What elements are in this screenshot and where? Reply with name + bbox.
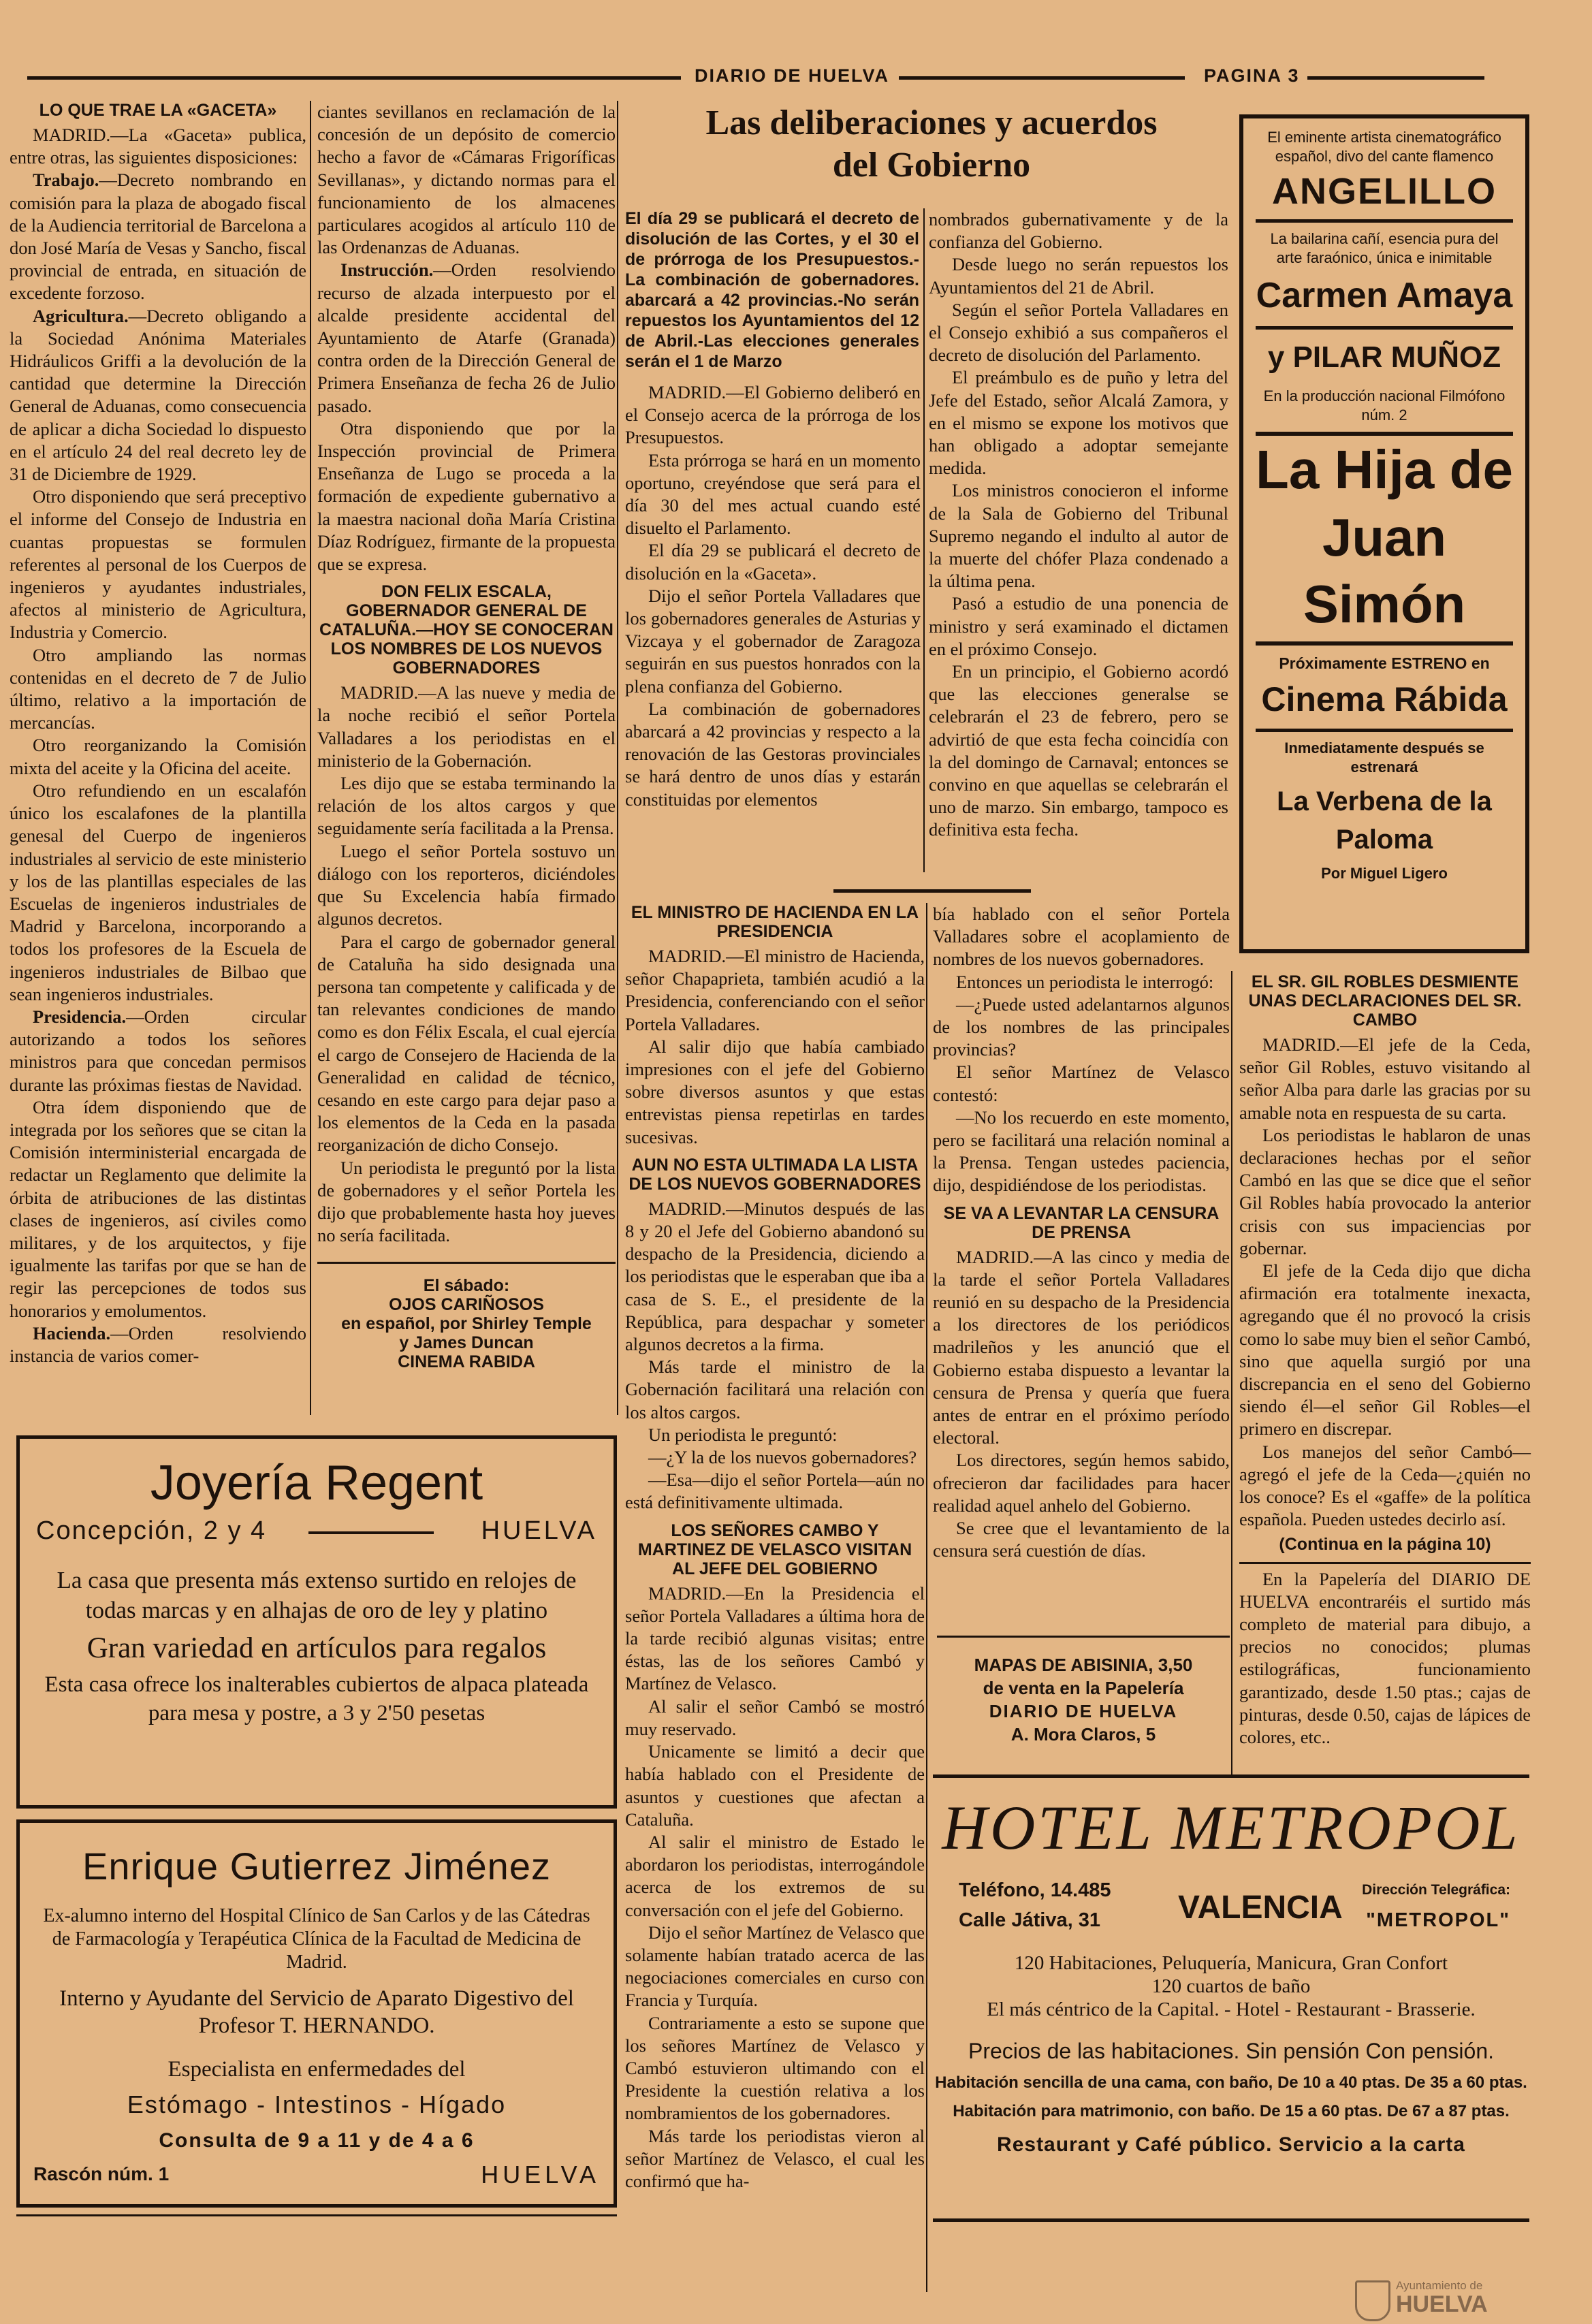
gaceta-p0: MADRID.—La «Gaceta» publica, entre otras, las siguientes disposiciones:	[10, 125, 306, 168]
news-column-4	[933, 903, 1230, 1561]
doctor-name: Enrique Gutierrez Jiménez	[82, 1845, 551, 1888]
c4-p2-1: Los directores, según hemos sabido, ofrecieron dar facilidades para hacer realidad aquel anhelo del Gobierno.	[933, 1450, 1230, 1516]
gaceta-column-1	[10, 101, 306, 1422]
hotel-line1: 120 Habitaciones, Peluquería, Manicura, Gran Confort	[1014, 1952, 1448, 1974]
gaceta-p5: Otro reorganizando la Comisión mixta del aceite y la Oficina del aceite.	[10, 735, 306, 778]
col2-p0: ciantes sevillanos en reclamación de la concesión de un depósito de comercio hecho a favor de «Cámaras Frigoríficas Sevillanas», y dictando normas para el funcionamiento de los almacenes particulares acogidos al artículo 110 de las Ordenanzas de Aduanas.	[317, 101, 616, 258]
notice-line3: en español, por Shirley Temple	[341, 1314, 592, 1334]
cinema-star1: ANGELILLO	[1272, 171, 1497, 212]
hotel-price1: Habitación sencilla de una cama, con baño, De 10 a 40 ptas. De 35 a 60 ptas.	[935, 2073, 1527, 2092]
c3-p3-1: Al salir el señor Cambó se mostró muy reservado.	[625, 1696, 925, 1739]
main-a-p3: Dijo el señor Portela Valladares que los gobernadores generales de Asturias y Vizcaya y el gobernador de Zaragoza seguirán en sus puestos honrados con la plena confianza del Gobierno.	[625, 585, 921, 697]
gaceta-p8: Otra ídem disponiendo que de integrada por los señores que se citan la Comisión interministerial encargada de redactar un Reglamento que delimite la órbita de atribuciones de las distintas clases de ingenieros, así civiles como militares, y de los arquitectos, y fije igualmente las tarifas por que se han de regir las percepciones de todos sus honorarios y emolumentos.	[10, 1096, 306, 1321]
gaceta-heading: LO QUE TRAE LA «GACETA»	[39, 101, 277, 120]
c3-p3-4: Dijo el señor Martínez de Velasco que solamente habían tratado acerca de las negociaciones comerciales en curso con Francia y Turquía.	[625, 1922, 925, 2011]
hotel-phone: Teléfono, 14.485	[959, 1879, 1111, 1901]
gaceta-p7: Presidencia.—Orden circular autorizando a todos los señores ministros para que concedan permisos durante las próximas fiestas de Navidad.	[10, 1006, 306, 1095]
watermark-line2: HUELVA	[1396, 2291, 1488, 2317]
notice-line4: y James Duncan	[399, 1333, 534, 1353]
doctor-city: HUELVA	[481, 2161, 600, 2188]
main-a-p0: MADRID.—El Gobierno deliberó en el Consejo acerca de la prórroga de los Presupuestos.	[625, 382, 921, 448]
hotel-name: HOTEL METROPOL	[942, 1793, 1521, 1862]
cinema-star2: Carmen Amaya	[1256, 276, 1513, 315]
mapas-ad	[937, 1653, 1230, 1746]
cinema-venue: Cinema Rábida	[1261, 680, 1508, 718]
cambo-heading: LOS SEÑORES CAMBO Y MARTINEZ DE VELASCO VISITAN AL JEFE DEL GOBIERNO	[637, 1521, 912, 1578]
main-a-p1: Esta prórroga se hará en un momento oportuno, creyéndose que será para el día 30 del mes actual cuando esté disuelto el Parlamento.	[625, 449, 921, 539]
jewelry-city: HUELVA	[481, 1516, 597, 1545]
cinema-after: Inmediatamente después se estrenará	[1284, 739, 1484, 776]
mapas-line1: MAPAS DE ABISINIA, 3,50	[974, 1655, 1193, 1675]
main-b-p0: nombrados gubernativamente y de la confianza del Gobierno.	[929, 209, 1228, 253]
censura-heading: SE VA A LEVANTAR LA CENSURA DE PRENSA	[943, 1203, 1220, 1242]
c4-p2-2: Se cree que el levantamiento de la censura será cuestión de días.	[933, 1518, 1230, 1561]
mapas-line4: A. Mora Claros, 5	[1010, 1724, 1156, 1745]
gaceta-p3: Otro disponiendo que será preceptivo el informe del Consejo de Industria en cuantas propuestas se formulen referentes al personal de los Cuerpos de ingenieros y ayudantes industriales, afectos al ministerio de Agricultura, Industria y Comercio.	[10, 486, 306, 643]
main-b-p2: Según el señor Portela Valladares en el Consejo exhibió a sus compañeros el decreto de disolución del Parlamento.	[929, 299, 1228, 366]
cinema-film1: La Hija de	[1256, 439, 1513, 500]
main-b-p1: Desde luego no serán repuestos los Ayuntamientos del 21 de Abril.	[929, 254, 1228, 298]
cinema-author: Por Miguel Ligero	[1321, 865, 1448, 882]
c3-p3-5: Contrariamente a esto se supone que los señores Martínez de Velasco y Cambó estuvieron ultimando con el Presidente la cuestión relativa a los nombramientos de los gobernadores.	[625, 2012, 925, 2124]
jewelry-text2: Gran variedad en artículos para regalos	[86, 1632, 547, 1664]
jewelry-text3: Esta casa ofrece los inalterables cubiertos de alpaca plateada para mesa y postre, a 3 y 2'50 pesetas	[44, 1672, 589, 1725]
escala-p3: Para el cargo de gobernador general de Cataluña ha sido designada una persona tan competente y calificada y de tan relevantes condiciones de mando como es don Félix Escala, el cual ejercía el cargo de Consejero de Hacienda de la Generalidad en calidad de técnico, cesando en este cargo para dejar paso a los elementos de la Ceda en la pasada reorganización de dicho Consejo.	[317, 931, 616, 1156]
c3-p3-6: Más tarde los periodistas vieron al señor Martínez de Velasco, el cual les confirmó que ha-	[625, 2125, 925, 2191]
main-title	[625, 102, 1238, 187]
doctor-text3: Especialista en enfermedades del	[168, 2057, 466, 2082]
hacienda-heading: EL MINISTRO DE HACIENDA EN LA PRESIDENCIA	[631, 903, 919, 941]
hotel-footer: Restaurant y Café público. Servicio a la carta	[997, 2133, 1465, 2156]
c3-p1-0: MADRID.—El ministro de Hacienda, señor Chapaprieta, también acudió a la Presidencia, conferenciando con el señor Portela Valladares.	[625, 946, 925, 1034]
c3-p1-1: Al salir dijo que había cambiado impresiones con el jefe del Gobierno sobre diversos asuntos y que estas entrevistas piensa repetirlas en tardes sucesivas.	[625, 1036, 925, 1147]
continua-link[interactable]: (Continua en la página 10)	[1279, 1535, 1491, 1555]
hotel-tel-addr: "METROPOL"	[1366, 1909, 1510, 1931]
cinema-star3: y PILAR MUÑOZ	[1267, 340, 1501, 374]
escala-p1: Les dijo que se estaba terminando la relación de los altos cargos y que seguidamente sería facilitada a la Prensa.	[317, 773, 616, 839]
archive-watermark	[1355, 2278, 1580, 2319]
main-b-p3: El preámbulo es de puño y letra del Jefe del Estado, señor Alcalá Zamora, y en el mismo se expone los motivos que han obligado a adoptar semejante medida.	[929, 367, 1228, 479]
main-col-b	[929, 208, 1228, 872]
notice-line5: CINEMA RABIDA	[398, 1352, 535, 1372]
cinema-soon: Próximamente ESTRENO en	[1279, 654, 1490, 672]
c3-p2-3: —¿Y la de los nuevos gobernadores?	[648, 1447, 917, 1468]
jewelry-ad	[16, 1435, 617, 1809]
cinema-film3: La Verbena de la Paloma	[1277, 786, 1492, 855]
cinema-intro2: La bailarina cañí, esencia pura del arte faraónico, única e inimitable	[1270, 230, 1499, 266]
c4-p1-0: bía hablado con el señor Portela Valladares sobre el acoplamiento de nombres de los nuevos gobernadores.	[933, 904, 1230, 970]
gaceta-p6: Otro refundiendo en un escalafón único los escalafones de la plantilla genesal del Cuerpo de ingenieros industriales al servicio de este ministerio y los de las plantillas especiales de las Escuelas de ingenieros industriales de Madrid y Barcelona, incorporando a todos los profesores de la Escuela de ingenieros industriales de Bilbao que sean ingenieros industriales.	[10, 780, 306, 1004]
notice-line2: OJOS CARIÑOSOS	[389, 1295, 544, 1315]
cinema-intro: El eminente artista cinematográfico español, divo del cante flamenco	[1267, 129, 1501, 165]
escala-p2: Luego el señor Portela sostuvo un diálogo con los reporteros, diciéndoles que Su Excelencia había firmado algunos decretos.	[317, 840, 616, 929]
c5-p2: En la Papelería del DIARIO DE HUELVA encontraréis el surtido más completo de material para dibujo, a precios no conocidos; plumas estilográficas, funcionamiento garantizado, desde 1.50 ptas.; cajas de pinturas, desde 0.50, cajas de lápices de colores, etc..	[1239, 1568, 1531, 1748]
main-summary: El día 29 se publicará el decreto de disolución de las Cortes, y el 30 el de prórroga de los Presupuestos.-La combinación de gobernadores. abarcará a 42 provincias.-No serán repuestos los Ayuntamientos del 12 de Abril.-Las elecciones generales serán el 1 de Marzo	[625, 209, 919, 371]
main-a-p4: La combinación de gobernadores abarcará a 42 provincias y respecto a la renovación de las Gestoras provinciales se hará dentro de unos días y estarán constituidas por elementos	[625, 698, 921, 810]
notice-line1: El sábado:	[423, 1276, 510, 1296]
main-b-p5: Pasó a estudio de una ponencia de ministro y será examinado el dictamen en el próximo Consejo.	[929, 593, 1228, 659]
main-title-line1: Las deliberaciones y acuerdos	[705, 104, 1158, 142]
cinema-film2: Juan Simón	[1303, 507, 1466, 634]
c3-p2-0: MADRID.—Minutos después de las 8 y 20 el Jefe del Gobierno abandonó su despacho de la Presidencia, diciendo a los periodistas que le esperaban que iba a casa de S. E., el presidente de la República, para despachar y someter algunos decretos a la firma.	[625, 1198, 925, 1355]
mapas-line3: DIARIO DE HUELVA	[989, 1701, 1178, 1721]
cinema-prod: En la producción nacional Filmófono núm. 2	[1263, 387, 1506, 424]
col2-p1: Instrucción.—Orden resolviendo recurso de alzada interpuesto por el alcalde presidente accidental del Ayuntamiento de Atarfe (Granada) contra orden de la Dirección General de Primera Enseñanza de fecha 26 de Julio pasado.	[317, 259, 616, 416]
jewelry-address: Concepción, 2 y 4	[36, 1516, 267, 1545]
main-b-p4: Los ministros conocieron el informe de la Sala de Gobierno del Tribunal Supremo negando el indulto al autor de la muerte del chófer Plaza condenado a la última pena.	[929, 480, 1228, 592]
main-col-a	[625, 381, 921, 872]
masthead-paper: DIARIO DE HUELVA	[695, 65, 890, 86]
mapas-line2: de venta en la Papelería	[983, 1678, 1184, 1698]
hotel-city: VALENCIA	[1178, 1890, 1343, 1926]
hotel-street: Calle Játiva, 31	[959, 1909, 1100, 1931]
c3-p2-2: Un periodista le preguntó:	[648, 1424, 838, 1445]
c3-p2-4: —Esa—dijo el señor Portela—aún no está definitivamente ultimada.	[625, 1469, 925, 1513]
col2-p2: Otra disponiendo que por la Inspección provincial de Primera Enseñanza de Lugo se proceda a la formación de expediente gubernativo a la maestra nacional doña María Cristina Díaz Rodríguez, firmante de la propuesta que se expresa.	[317, 417, 616, 575]
hotel-prices-title: Precios de las habitaciones. Sin pensión Con pensión.	[968, 2039, 1495, 2063]
main-b-p6: En un principio, el Gobierno acordó que las elecciones generalse se celebrarán el 23 de febrero, pero se advirtió de que esta fecha coincidía con la del domingo de Carnaval; entonces se convino en que aquellas se celebrarán el uno de marzo. Sin embargo, tampoco es definitiva esta fecha.	[929, 661, 1228, 840]
jewelry-text1: La casa que presenta más extenso surtido en relojes de todas marcas y en alhajas de oro de ley y platino	[57, 1567, 577, 1623]
c4-p1-3: El señor Martínez de Velasco contestó:	[933, 1062, 1230, 1105]
doctor-text1: Ex-alumno interno del Hospital Clínico de San Carlos y de las Cátedras de Farmacología y Terapéutica Clínica de la Facultad de Medicina de Madrid.	[43, 1905, 590, 1973]
main-title-line2: del Gobierno	[832, 146, 1031, 185]
c5-p1-0: MADRID.—El jefe de la Ceda, señor Gil Robles, estuvo visitando al señor Alba para darle las gracias por su amable nota en respuesta de su carta.	[1239, 1034, 1531, 1123]
c4-p2-0: MADRID.—A las cinco y media de la tarde el señor Portela Valladares reunió en su despacho de la Presidencia a los directores de los periódicos madrileños y les anunció que el Gobierno estaba dispuesto a levantar la censura de Prensa y quería que fuera antes de entrar en el próximo período electoral.	[933, 1246, 1230, 1448]
gaceta-column-2	[317, 101, 616, 1425]
cinema-notice	[317, 1276, 616, 1371]
c5-p1-1: Los periodistas le hablaron de unas declaraciones hechas por el señor Cambó en las que se dice que el señor Gil Robles había provocado la anterior crisis con sus impaciencias por gobernar.	[1239, 1124, 1531, 1258]
c3-p3-0: MADRID.—En la Presidencia el señor Portela Valladares a última hora de la tarde recibió algunas visitas; entre éstas, las de los señores Cambó y Martínez de Velasco.	[625, 1582, 925, 1694]
gaceta-p1: Trabajo.—Decreto nombrando en comisión para la plaza de abogado fiscal de la Audiencia territorial de Barcelona a don José María de Vesas y Sancho, fiscal provincial de entrada, en situación de excedente forzoso.	[10, 170, 306, 304]
gaceta-p2: Agricultura.—Decreto obligando a la Sociedad Anónima Materiales Hidráulicos Griffi a la devolución de la cantidad que determine la Dirección General de Aduanas, como consecuencia de aplicar a dicha Sociedad lo dispuesto en el artículo 24 del real decreto ley de 31 de Diciembre de 1929.	[10, 305, 306, 485]
c3-p3-2: Unicamente se limitó a decir que había hablado con el Presidente de asuntos y cuestiones que afectan a Cataluña.	[625, 1741, 925, 1830]
doctor-address: Rascón núm. 1	[33, 2163, 170, 2184]
doctor-hours: Consulta de 9 a 11 y de 4 a 6	[159, 2129, 475, 2152]
gaceta-p9: Hacienda.—Orden resolviendo instancia de varios comer-	[10, 1322, 306, 1366]
hotel-ad	[933, 1780, 1529, 2156]
gaceta-p4: Otro ampliando las normas contenidas en el decreto de 7 de Julio último, relativo a la importación de mercancías.	[10, 644, 306, 733]
doctor-ad	[16, 1819, 617, 2208]
c4-p1-1: Entonces un periodista le interrogó:	[956, 971, 1214, 992]
crest-icon	[1355, 2280, 1390, 2321]
gilrobles-heading: EL SR. GIL ROBLES DESMIENTE UNAS DECLARACIONES DEL SR. CAMBO	[1248, 972, 1522, 1030]
masthead-page: PAGINA 3	[1204, 65, 1300, 86]
hotel-line3: El más céntrico de la Capital. - Hotel - Restaurant - Brasserie.	[987, 1999, 1476, 2020]
jewelry-name: Joyería Regent	[150, 1456, 483, 1510]
news-column-3	[625, 903, 925, 2299]
watermark-line1: Ayuntamiento de	[1396, 2279, 1483, 2292]
main-a-p2: El día 29 se publicará el decreto de disolución en la «Gaceta».	[625, 540, 921, 584]
escala-heading: DON FELIX ESCALA, GOBERNADOR GENERAL DE CATALUÑA.—HOY SE CONOCERAN LOS NOMBRES DE LOS NUEVOS GOBERNADORES	[319, 582, 614, 678]
c3-p3-3: Al salir el ministro de Estado le abordaron los periodistas, interrogándole acerca de los extremos de su conversación con el jefe del Gobierno.	[625, 1831, 925, 1920]
c5-p1-3: Los manejos del señor Cambó—agregó el jefe de la Ceda—¿quién no los conoce? Es el «gaffe» de la política española. Pueden ustedes decirlo así.	[1239, 1441, 1531, 1530]
doctor-specialty: Estómago - Intestinos - Hígado	[127, 2090, 507, 2118]
news-column-5	[1239, 970, 1531, 1766]
c3-p2-1: Más tarde el ministro de la Gobernación facilitará una relación con los altos cargos.	[625, 1356, 925, 1422]
escala-p4: Un periodista le preguntó por la lista de gobernadores y el señor Portela les dijo que probablemente hasta hoy jueves no sería facilitada.	[317, 1157, 616, 1246]
c4-p1-2: —¿Puede usted adelantarnos algunos de los nombres de las principales provincias?	[933, 993, 1230, 1060]
doctor-text2: Interno y Ayudante del Servicio de Aparato Digestivo del Profesor T. HERNANDO.	[59, 1986, 574, 2038]
hotel-price2: Habitación para matrimonio, con baño. De 15 a 60 ptas. De 67 a 87 ptas.	[953, 2102, 1510, 2120]
escala-p0: MADRID.—A las nueve y media de la noche recibió el señor Portela Valladares a los periodistas en el ministerio de la Gobernación.	[317, 682, 616, 771]
c4-p1-4: —No los recuerdo en este momento, pero se facilitará una relación nominal a la Prensa. Tengan ustedes paciencia, dijo, despidiéndose de los periodistas.	[933, 1107, 1230, 1196]
hotel-tel-label: Dirección Telegráfica:	[1362, 1882, 1510, 1898]
hotel-line2: 120 cuartos de baño	[1151, 1975, 1311, 1997]
lista-heading: AUN NO ESTA ULTIMADA LA LISTA DE LOS NUEVOS GOBERNADORES	[628, 1155, 921, 1194]
c5-p1-2: El jefe de la Ceda dijo que dicha afirmación era totalmente inexacta, agregando que él no provocó la crisis como lo sabe muy bien el señor Cambó, sino que aquella surgió por una discrepancia en el seno del Gobierno siendo él—el señor Gil Robles—el primero en discrepar.	[1239, 1260, 1531, 1439]
cinema-ad	[1239, 114, 1529, 953]
